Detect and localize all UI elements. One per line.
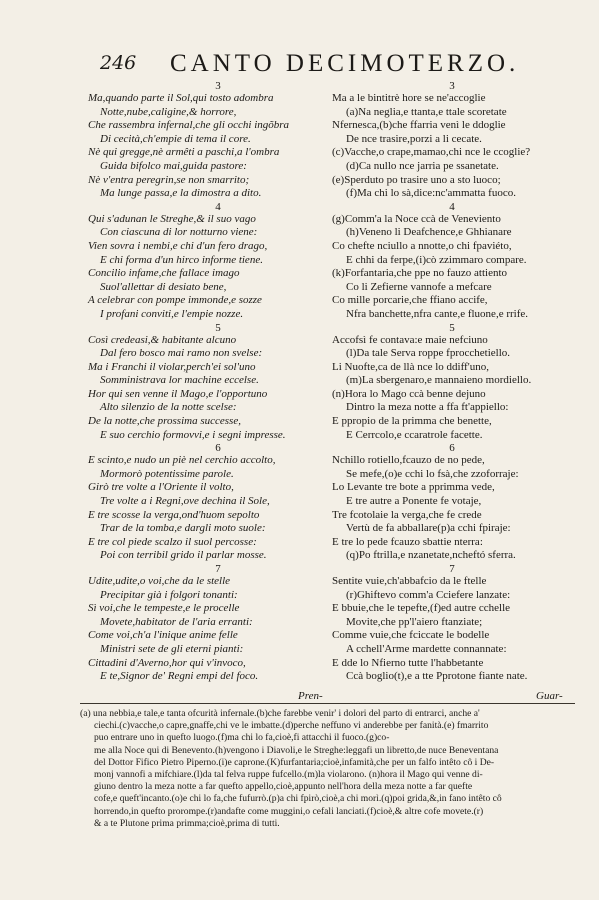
verse-line: (g)Comm'a la Noce ccà de Veneviento — [332, 212, 501, 225]
page-header — [100, 50, 540, 80]
footnote-line: & a te Plutone prima primma;cioè,prima di tutti. — [94, 817, 280, 829]
verse-line: (c)Vacche,o crape,mamao,chi nce le ccoglie? — [332, 146, 531, 159]
verse-line: (d)Ca nullo nce jarria pe ssanetate. — [346, 159, 499, 172]
stanza-number: 6 — [449, 442, 455, 455]
verse-line: E tre lo pede fcauzo sbattie nterra: — [332, 535, 483, 548]
verse-line: E ppropio de la primma che benette, — [332, 415, 492, 428]
stanza — [88, 80, 328, 201]
verse-line: E suo cerchio formovvi,e i segni impresse. — [100, 428, 286, 441]
verse-line: Lo Levante tre bote a pprimma vede, — [332, 481, 495, 494]
stanza — [88, 322, 328, 443]
verse-line: (l)Da tale Serva roppe fprocchetiello. — [346, 347, 511, 360]
verse-line: I profani conviti,e l'empie nozze. — [100, 307, 244, 320]
verse-line: Accofsì fe contava:e maie nefciuno — [332, 333, 488, 346]
verse-line: Nè qui gregge,nè armêti a paschi,a l'ombra — [88, 146, 280, 159]
verse-line: Dintro la meza notte a ffa ft'appiello: — [346, 401, 509, 414]
verse-line: Girò tre volte a l'Oriente il volto, — [88, 481, 234, 494]
footnote-line: monj vannofi a mifchiare.(l)da tal felva ruppe fufcello.(m)la violarono. (n)hora il Mago qui venne di- — [94, 769, 483, 781]
verse-line: Co chefte nciullo a nnotte,o chi fpaviéto, — [332, 239, 512, 252]
verse-line: (f)Ma chi lo sà,dice:nc'ammatta fuoco. — [346, 187, 516, 200]
verse-line: Nfernesca,(b)che ffarria venì le ddoglie — [332, 119, 506, 132]
verse-line: De la notte,che prossima successe, — [88, 415, 241, 428]
verse-line: Nfra banchette,nfra cante,e fluone,e rrife. — [346, 307, 528, 320]
verse-line: E te,Signor de' Regni empi del foco. — [100, 670, 259, 683]
footnote-line: giuno dentro la meza notte a far quefto appello,cioè,appunto nell'hora della meza notte a far quefte — [94, 781, 473, 793]
neapolitan-verse-column — [332, 80, 572, 684]
verse-line: Guida bifolco mai,guida pastore: — [100, 159, 247, 172]
footnote-line: horrendo,in quefto prorompe.(r)andafte come muggini,o cefali lanciati.(f)cioè,& altre cofe movete.(r) — [94, 805, 484, 817]
verse-line: Precipitar già i folgori tonanti: — [100, 588, 238, 601]
italian-verse-column — [88, 80, 328, 684]
verse-line: E chhi da ferpe,(i)cò zzimmaro compare. — [346, 253, 527, 266]
verse-line: A celebrar con pompe immonde,e sozze — [88, 294, 262, 307]
verse-line: Se mefe,(o)e cchi lo fsà,che zzoforraje: — [346, 467, 519, 480]
stanza-number: 3 — [449, 80, 455, 92]
footnote-line: del Dottor Fifico Pietro Piperno.(i)e caprone.(K)furfantaria;cioè,infamità,che per un falfo intêto cô i De- — [94, 756, 495, 768]
stanza — [332, 201, 572, 322]
stanza — [332, 80, 572, 201]
footnotes-block — [80, 708, 580, 830]
verse-line: Poi con terribil grido il parlar mosse. — [100, 549, 267, 562]
footnote-line: me alla Noce qui di Benevento.(h)vengono i Diavoli,e le Streghe:leggafi un libretto,de nuce Beneventana — [94, 744, 499, 756]
verse-line: A cchell'Arme mardette connannate: — [346, 642, 507, 655]
verse-line: Hor qui sen venne il Mago,e l'opportuno — [88, 387, 268, 400]
verse-line: (e)Sperduto po trasire uno a sto luoco; — [332, 173, 501, 186]
verse-line: Sentite vuie,ch'abbafcio da le ftelle — [332, 575, 487, 587]
footnote-line: ciechi.(c)vacche,o capre,gnaffe,chi ve le imbatte.(d)perche neffuno vi anderebbe per fanità.(e) fmarrito — [94, 720, 489, 732]
stanza — [332, 442, 572, 563]
verse-line: E tre scosse la verga,ond'huom sepolto — [88, 508, 260, 521]
verse-line: Tre fcotolaie la verga,che fe crede — [332, 508, 482, 521]
stanza — [332, 322, 572, 443]
verse-line: Notte,nube,caligine,& horrore, — [100, 105, 237, 118]
stanza — [332, 563, 572, 684]
verse-line: Con ciascuna di lor notturno viene: — [100, 226, 258, 239]
verse-line: Ma i Franchi il violar,perch'ei sol'uno — [88, 360, 256, 373]
verse-line: Suol'allettar di desiato bene, — [100, 280, 227, 293]
stanza — [88, 201, 328, 322]
verse-line: (k)Forfantaria,che ppe no fauzo attiento — [332, 267, 508, 280]
verse-line: Nchillo rotiello,fcauzo de no pede, — [332, 454, 485, 467]
verse-line: E chi forma d'un hirco informe tiene. — [100, 253, 263, 266]
verse-line: Vertù de fa abballare(p)a cchi fpiraje: — [346, 522, 511, 535]
footnote-line: puo entrare uno in quefto luogo.(f)ma chi lo fa,cioè,fi attacchi il fuoco.(g)co- — [94, 732, 390, 744]
verse-line: Comme vuie,che fciccate le bodelle — [332, 629, 490, 642]
verse-line: Come voi,ch'a l'inique anime felle — [88, 629, 238, 642]
stanza-number: 5 — [449, 321, 455, 334]
verse-line: (q)Po ftrilla,e nzanetate,ncheftó sferra. — [346, 549, 516, 562]
verse-line: Udite,udite,o voi,che da le stelle — [88, 575, 231, 587]
verse-line: E tre autre a Ponente fe votaje, — [346, 495, 482, 508]
verse-line: Di cecità,ch'empie di tema il core. — [100, 132, 251, 145]
verse-line: Ma,quando parte il Sol,qui tosto adombra — [88, 92, 274, 104]
stanza-number: 6 — [215, 442, 221, 455]
stanza-number: 4 — [215, 200, 221, 213]
verse-line: (h)Veneno li Deafchence,e Ghhianare — [346, 226, 512, 239]
verse-line: Mormorò potentissime parole. — [100, 467, 234, 480]
running-title: CANTO DECIMOTERZO. — [170, 50, 520, 77]
stanza — [88, 563, 328, 684]
verse-line: E Cerrcolo,e ccaratrole facette. — [346, 428, 483, 441]
catchword-right: Guar- — [536, 690, 563, 702]
verse-line: Somministrava lor machine eccelse. — [100, 374, 259, 387]
verse-line: Nè v'entra peregrin,se non smarrito; — [88, 173, 250, 186]
stanza-number: 7 — [449, 563, 455, 575]
verse-line: E dde lo Nfierno tutte l'habbetante — [332, 656, 484, 669]
verse-line: Ma a le bintitrè hore se ne'accoglie — [332, 92, 486, 104]
verse-line: Qui s'adunan le Streghe,& il suo vago — [88, 212, 256, 225]
footnote-line: (a) una nebbia,e tale,e tanta ofcurità infernale.(b)che farebbe venir' i dolori del parto di entrarci, anche a' — [80, 708, 480, 719]
stanza-number: 5 — [215, 321, 221, 334]
stanza — [88, 442, 328, 563]
verse-line: Così credeasi,& habitante alcuno — [88, 333, 237, 346]
verse-line: Tre volte a i Regni,ove dechina il Sole, — [100, 495, 270, 508]
verse-line: Che rassembra infernal,che gli occhi ingõbra — [88, 119, 290, 132]
verse-line: Alto silenzio de la notte scelse: — [100, 401, 237, 414]
stanza-number: 3 — [215, 80, 221, 92]
verse-line: (n)Hora lo Mago ccà benne dejuno — [332, 387, 486, 400]
verse-line: (a)Na neglia,e ttanta,e ttale scoretate — [346, 105, 507, 118]
verse-line: E tre col piede scalzo il suol percosse: — [88, 535, 257, 548]
catchword-left: Pren- — [298, 690, 323, 702]
verse-line: Cittadini d'Averno,hor qui v'invoco, — [88, 656, 246, 669]
stanza-number: 4 — [449, 200, 455, 213]
verse-line: Movete,habitator de l'aria erranti: — [100, 615, 253, 628]
verse-line: Trar de la tomba,e dargli moto suole: — [100, 522, 266, 535]
verse-line: Co mille porcarie,che ffiano accife, — [332, 294, 488, 307]
verse-line: (r)Ghiftevo comm'a Cciefere lanzate: — [346, 588, 511, 601]
verse-line: Dal fero bosco mai ramo non svelse: — [100, 347, 263, 360]
footnote-line: cofe,e queft'incanto.(o)e chi lo fa,che fufurrò.(p)a chi fpirò,cioè,a chi morì.(q)poi grida,&,in fano intêto cô — [94, 793, 502, 805]
verse-line: Concilio infame,che fallace imago — [88, 267, 240, 280]
verse-line: Co li Zefierne vannofe a mefcare — [346, 280, 492, 293]
verse-line: E scinto,e nudo un piè nel cerchio accolto, — [88, 454, 276, 467]
verse-line: Ma lunge passa,e la dimostra a dito. — [100, 187, 262, 200]
verse-line: Vien sovra i nembi,e chi d'un fero drago, — [88, 239, 268, 252]
verse-line: (m)La sbergenaro,e mannaieno mordiello. — [346, 374, 532, 387]
verse-line: Ccà boglio(t),e a tte Pprotone fiante nate. — [346, 670, 528, 683]
verse-line: Ministri sete de gli eterni pianti: — [100, 642, 244, 655]
stanza-number: 7 — [215, 563, 221, 575]
verse-line: De nce trasire,porzi a li cecate. — [346, 132, 482, 145]
verse-line: Sì voi,che le tempeste,e le procelle — [88, 602, 240, 615]
page-number: 246 — [100, 52, 137, 74]
footnote-rule — [80, 703, 575, 704]
verse-line: Movite,che pp'l'aiero ftanziate; — [346, 615, 483, 628]
verse-line: E bbuie,che le tepefte,(f)ed autre cchelle — [332, 602, 511, 615]
verse-line: Li Nuofte,ca de llà nce lo ddiff'uno, — [332, 360, 489, 373]
